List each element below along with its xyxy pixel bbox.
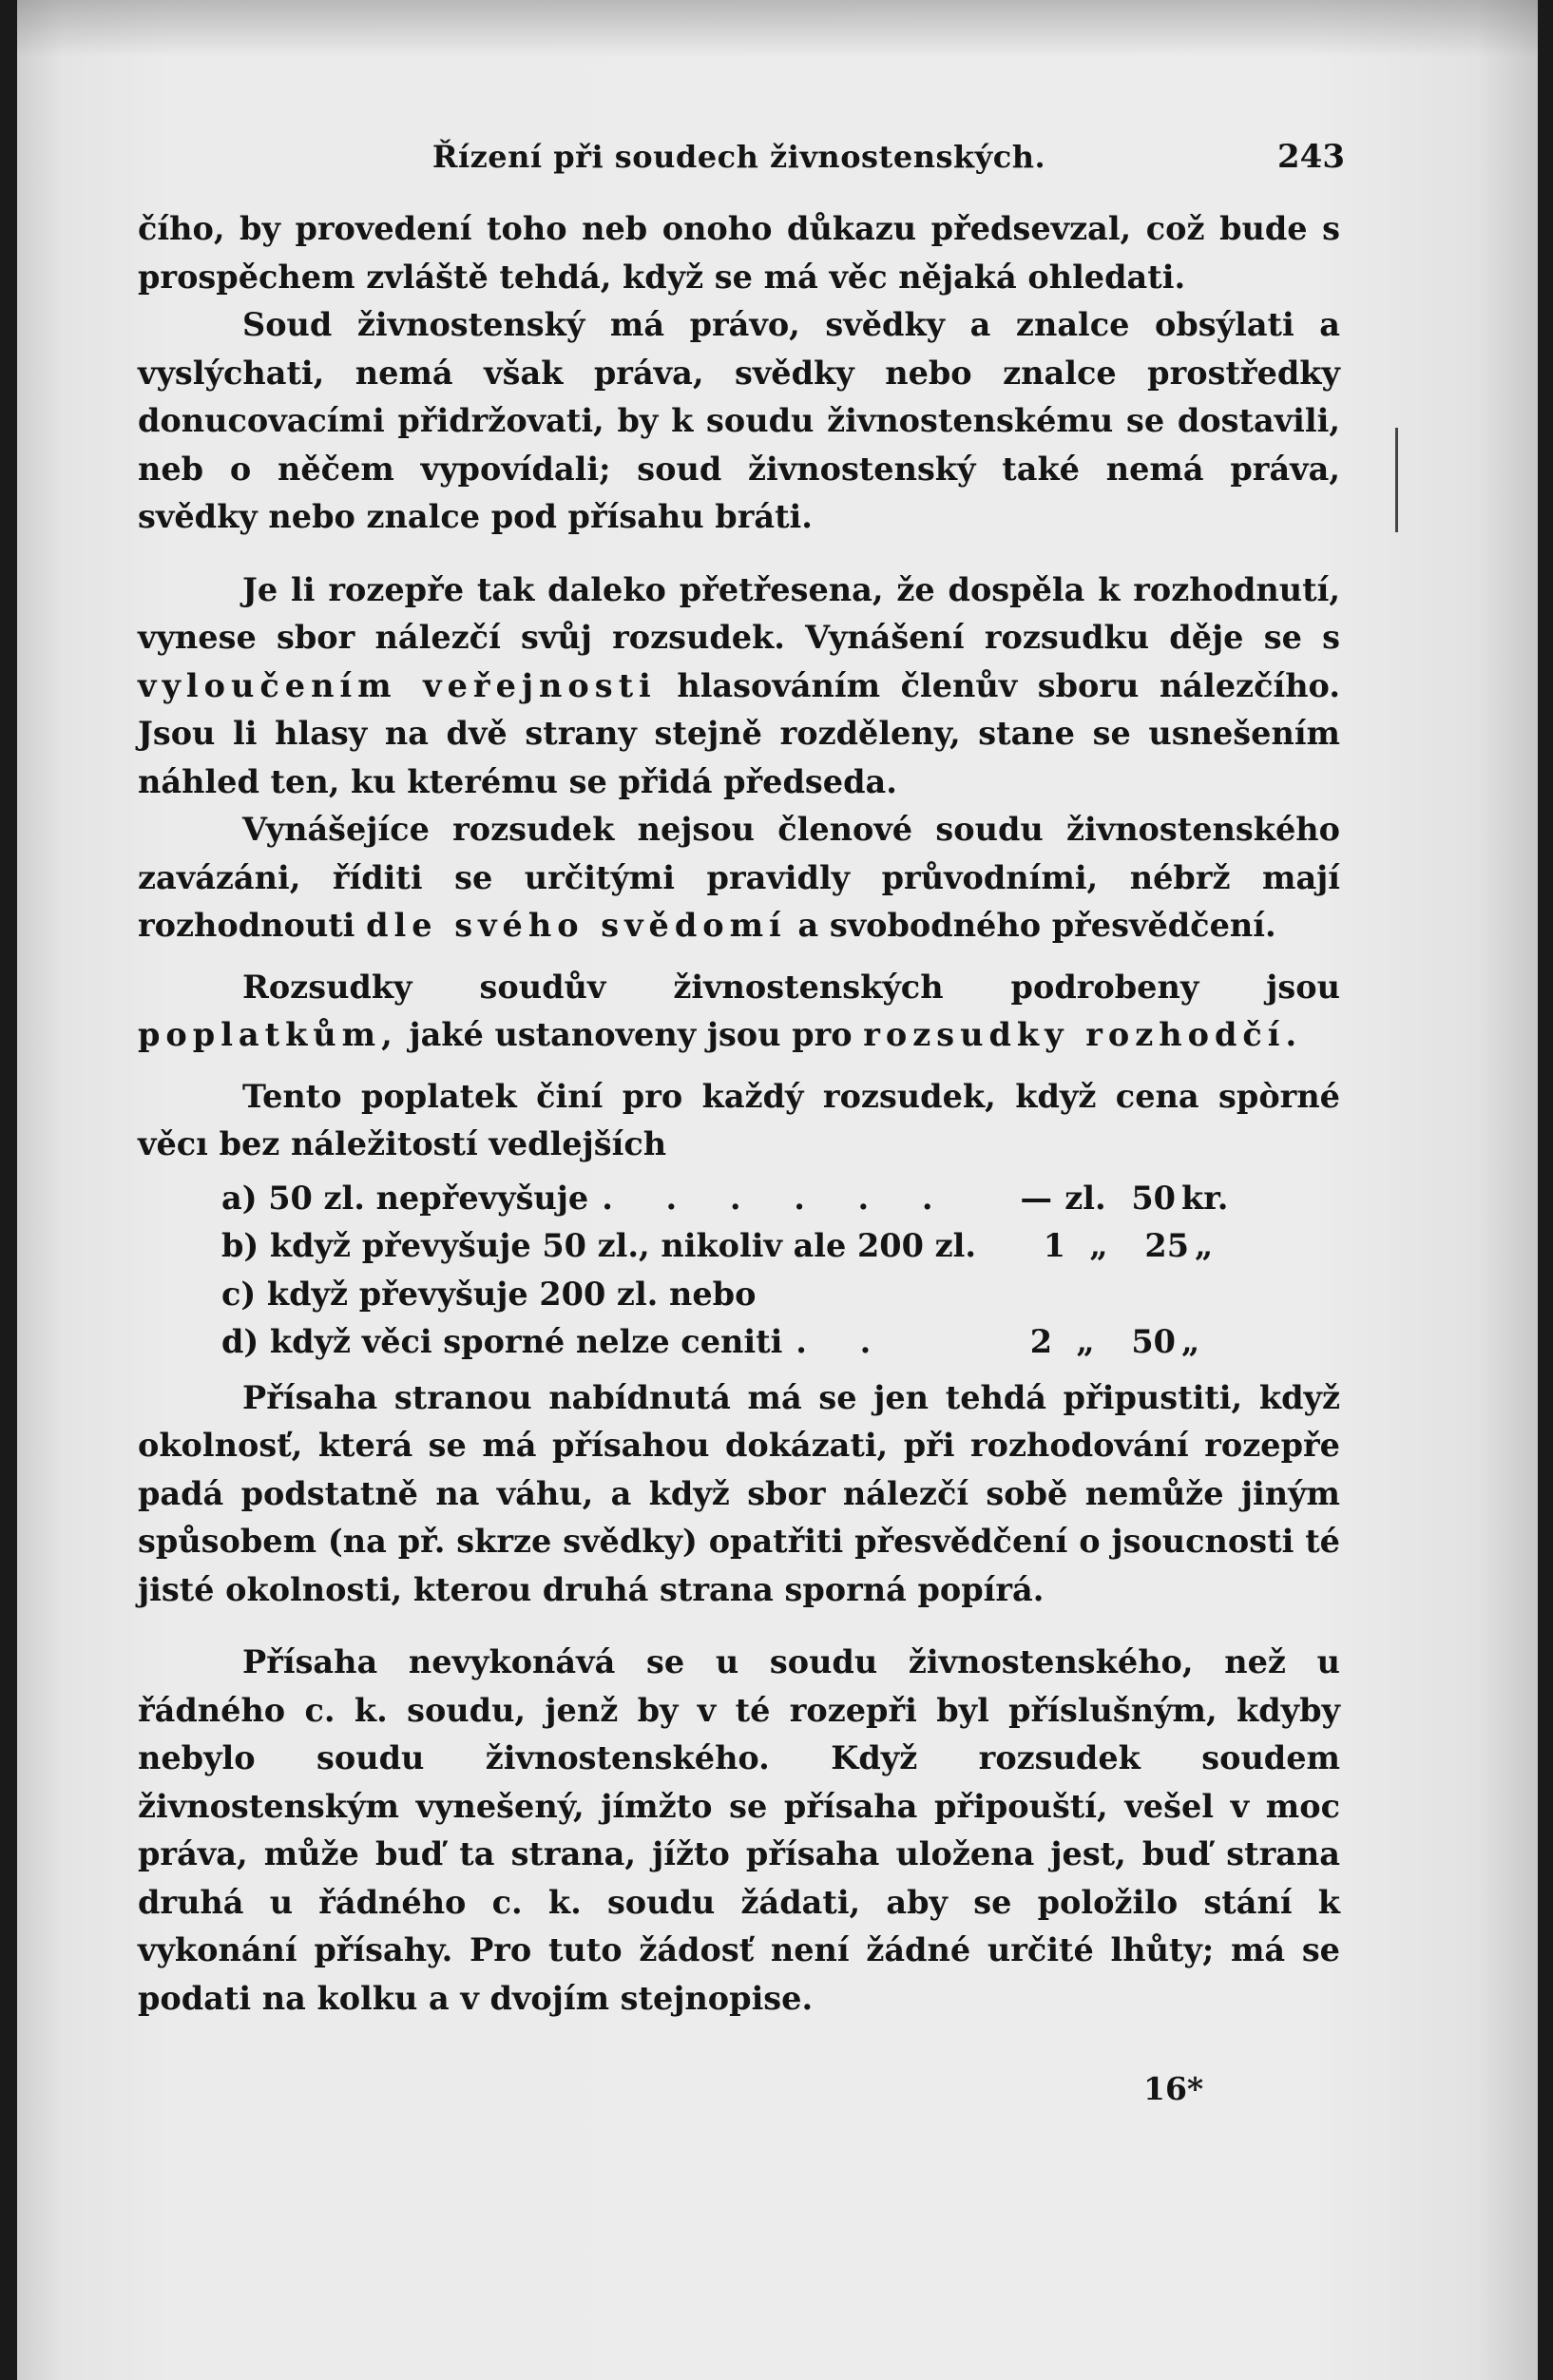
paragraph-fees: [138, 964, 1340, 1060]
fee-dots: . . . . . .: [602, 1179, 954, 1217]
page-content: [138, 133, 1345, 2023]
fee-row: [221, 1271, 1229, 1319]
fee-zl-unit: „: [1076, 1323, 1095, 1360]
paragraph-judgment-part-b: hlasováním členův sboru nálezčího. Jsou li hlasy na dvě strany stejně rozděleny, stane se usnešením náhled ten, ku kterému se přidá předseda.: [138, 666, 1340, 800]
fee-zl-amount: 1: [1043, 1227, 1066, 1264]
paragraph-fees-part-b: jaké ustanoveny jsou pro: [409, 1016, 853, 1053]
fee-kr-unit: kr.: [1181, 1179, 1229, 1217]
fee-kr-amount: 50: [1131, 1179, 1176, 1217]
paragraph-oath-execution: Přísaha nevykonává se u soudu živnostenského, než u řádného c. k. soudu, jenž by v té rozepři byl příslušným, kdyby nebylo soudu živnostenského. Když rozsudek soudem živnostenským vynešený, jímžto se přísaha připouští, vešel v moc práva, může buď ta strana, jížto přísaha uložena jest, buď strana druhá u řádného c. k. soudu žádati, aby se položilo stání k vykonání přísahy. Pro tuto žádosť není žádné určité lhůty; má se podati na kolku a v dvojím stejnopise.: [138, 1643, 1340, 2017]
paragraph-conscience: [138, 806, 1340, 950]
fee-dots: . .: [796, 1323, 892, 1360]
paragraph-conscience-part-a: Vynášejíce rozsudek nejsou členové soudu živnostenského zavázáni, říditi se určitými pravidly průvodními, nébrž mají rozhodnouti: [138, 811, 1340, 944]
paragraph-fees-part-a: Rozsudky soudův živnostenských podrobeny jsou: [242, 968, 1340, 1006]
running-title: Řízení při soudech živnostenských.: [431, 139, 1046, 175]
fee-row: [221, 1175, 1229, 1223]
page-header: [138, 133, 1345, 188]
fee-description: b) když převyšuje 50 zl., nikoliv ale 200 zl.: [221, 1227, 977, 1264]
fee-kr-unit: „: [1181, 1323, 1200, 1360]
fee-zl-unit: zl.: [1064, 1179, 1106, 1217]
fee-zl-unit: „: [1089, 1227, 1108, 1264]
spaced-emphasis-fees: poplatkům,: [138, 1016, 398, 1053]
paragraph-oath-admission: Přísaha stranou nabídnutá má se jen tehdá připustiti, když okolnosť, která se má přísahou dokázati, při rozhodování rozepře padá podstatně na váhu, a když sbor nálezčí sobě nemůže jiným spůsobem (na př. skrze svědky) opatřiti přesvědčení o jsoucnosti té jisté okolnosti, kterou druhá strana sporná popírá.: [138, 1378, 1340, 1608]
fee-description: a) 50 zl. nepřevyšuje: [221, 1179, 589, 1217]
fee-zl-amount: 2: [1029, 1323, 1052, 1360]
paragraph-witnesses: Soud živnostenský má právo, svědky a znalce obsýlati a vyslýchati, nemá však práva, svědky nebo znalce prostředky donucovacími přidržovati, by k soudu živnostenskému se dostavili, neb o něčem vypovídali; soud živnostenský také nemá práva, svědky nebo znalce pod přísahu bráti.: [138, 306, 1340, 535]
page-number: 243: [1277, 138, 1345, 176]
spaced-emphasis-publicity: vyloučením veřejnosti: [138, 666, 657, 704]
margin-mark: [1395, 428, 1398, 532]
fee-kr-amount: 25: [1144, 1227, 1190, 1264]
fee-description: d) když věci sporné nelze ceniti: [221, 1323, 783, 1360]
spaced-emphasis-arbitration: rozsudky rozhodčí.: [863, 1016, 1303, 1053]
paragraph-conscience-part-b: a svobodného přesvědčení.: [797, 907, 1276, 944]
fee-description: c) když převyšuje 200 zl. nebo: [221, 1275, 757, 1313]
book-page: [17, 0, 1538, 2380]
fee-kr-amount: 50: [1131, 1323, 1176, 1360]
paragraph-fee-amount: Tento poplatek činí pro každý rozsudek, když cena spòrné věcı bez náležitostí vedlejších: [138, 1077, 1340, 1162]
spaced-emphasis-conscience: dle svého svědomí: [366, 907, 787, 944]
paragraph-continuation: čího, by provedení toho neb onoho důkazu předsevzal, což bude s prospěchem zvláště tehdá, když se má věc nějaká ohledati.: [138, 210, 1340, 296]
fee-row: [221, 1222, 1229, 1271]
paragraph-judgment-part-a: Je li rozepře tak daleko přetřesena, že dospěla k rozhodnutí, vynese sbor nálezčí svůj rozsudek. Vynášení rozsudku děje se s: [138, 570, 1340, 656]
fee-row: [221, 1318, 1229, 1367]
signature-mark: 16*: [1143, 2070, 1204, 2107]
fee-zl-amount: —: [1020, 1179, 1052, 1217]
paragraph-judgment: [138, 566, 1340, 807]
fee-list: [221, 1175, 1229, 1367]
fee-kr-unit: „: [1195, 1227, 1214, 1264]
